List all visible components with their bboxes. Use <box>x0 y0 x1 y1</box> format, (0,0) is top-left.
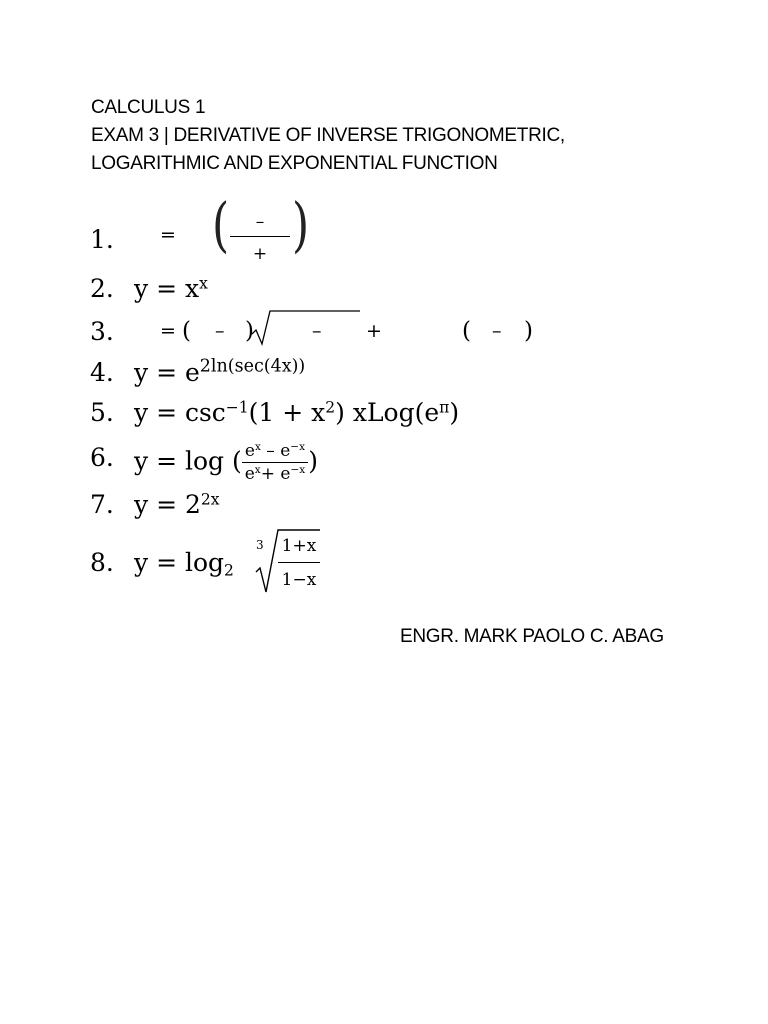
lhs: y = <box>134 358 178 387</box>
lhs: y = log ( <box>134 446 242 476</box>
problem-3-paren-open: ( <box>182 318 191 344</box>
problem-number: 4. <box>90 358 114 387</box>
problem-3-paren2-close: ) <box>524 318 533 344</box>
lhs: y = log <box>134 548 225 577</box>
problem-5-expression <box>134 398 459 427</box>
problem-number: 3. <box>90 317 114 346</box>
problem-number: 7. <box>90 490 114 519</box>
close-paren: ) <box>308 446 318 476</box>
exponent: 2x <box>200 490 220 509</box>
inverse-exponent: −1 <box>225 398 249 417</box>
problem-number: 1. <box>90 225 114 254</box>
argument-close: ) xLog(e <box>335 398 440 427</box>
den-term-b-exponent: −x <box>290 464 306 477</box>
expression-end: ) <box>449 398 460 427</box>
den-term-b: + e <box>260 464 291 484</box>
problem-3-minus-last: – <box>492 320 502 342</box>
denominator <box>242 462 309 483</box>
problem-8-expression <box>134 548 234 580</box>
problem-1-fraction-bar <box>230 236 290 237</box>
problem-8-root-index: 3 <box>256 538 264 552</box>
problem-number: 6. <box>90 443 114 472</box>
problem-number: 8. <box>90 548 114 577</box>
problem-8-numerator: 1+x <box>281 536 317 556</box>
problem-3-paren-close: ) <box>245 318 254 344</box>
log-base: 2 <box>224 561 234 580</box>
problem-1-left-paren: ( <box>212 191 230 260</box>
lhs: y = <box>134 490 178 519</box>
problem-6-expression <box>134 443 318 483</box>
base: 2 <box>184 490 201 519</box>
problem-3-equals: = <box>160 320 176 342</box>
problem-1-numerator: – <box>255 212 265 232</box>
num-term-b-exponent: −x <box>290 441 306 454</box>
course-title: CALCULUS 1 <box>91 97 206 118</box>
exam-title: EXAM 3 | DERIVATIVE OF INVERSE TRIGONOMETRIC, <box>91 125 565 146</box>
author-signature: ENGR. MARK PAOLO C. ABAG <box>400 626 664 647</box>
problem-1-equals: = <box>160 224 176 246</box>
problem-4-expression <box>134 358 305 387</box>
problem-number: 5. <box>90 398 114 427</box>
problem-number: 2. <box>90 274 114 303</box>
problem-3-paren2-open: ( <box>462 318 471 344</box>
problem-7-expression <box>134 490 220 519</box>
num-term-b: – e <box>260 441 291 461</box>
lhs: y = <box>134 274 178 303</box>
problem-3-minus: – <box>215 320 225 342</box>
num-term-a-exponent: x <box>254 441 261 454</box>
problem-8-fraction-bar <box>278 562 320 563</box>
den-term-a: e <box>244 464 255 484</box>
problem-3-radical-sign <box>250 308 362 348</box>
problem-2-expression <box>134 274 208 303</box>
den-term-a-exponent: x <box>254 464 261 477</box>
num-term-a: e <box>244 441 255 461</box>
numerator <box>242 443 309 462</box>
lhs: y = csc <box>134 398 226 427</box>
exponent: 2ln(sec(4x)) <box>199 356 306 377</box>
problem-8-denominator: 1−x <box>281 570 317 590</box>
exponent: x <box>199 274 208 293</box>
base: x <box>184 274 200 303</box>
pi-exponent: π <box>439 398 450 417</box>
argument-open: (1 + x <box>248 398 326 427</box>
problem-3-plus: + <box>366 320 382 342</box>
problem-1-denominator: + <box>252 244 268 264</box>
problem-3-minus-inner: – <box>312 320 322 342</box>
exam-subtitle: LOGARITHMIC AND EXPONENTIAL FUNCTION <box>91 153 498 174</box>
problem-list <box>90 0 690 620</box>
base: e <box>184 358 200 387</box>
problem-1-right-paren: ) <box>292 191 310 260</box>
square-exponent: 2 <box>325 398 336 417</box>
problem-6-fraction <box>242 443 309 483</box>
